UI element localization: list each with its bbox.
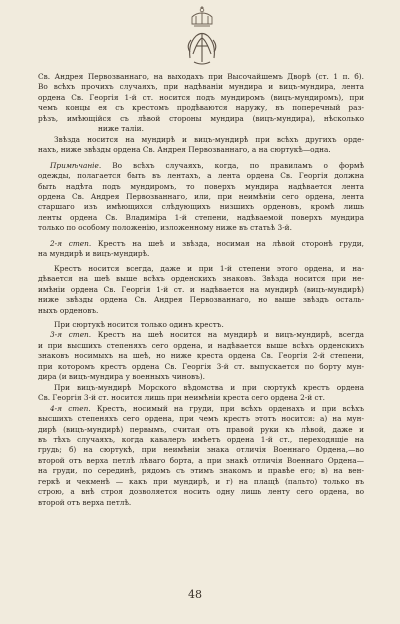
text-line: въ тѣхъ случаяхъ, когда кавалеръ имѣетъ ордена 1-й ст., переходящіе на (38, 434, 364, 444)
text-line: дирѣ (вицъ-мундирѣ) первымъ, считая отъ правой руки къ лѣвой, даже и (38, 424, 364, 434)
text-line: При сюртукѣ носится только одинъ крестъ. (54, 319, 224, 329)
body-text (38, 72, 364, 508)
section-first-line: 4-я степ. Крестъ, носимый на груди, при всѣхъ орденахъ и при всѣхъ (50, 403, 364, 413)
text-line: на мундирѣ и вицъ-мундирѣ. (38, 249, 150, 259)
text-line: высшихъ степеняхъ сего ордена, при чемъ крестъ этотъ носится: а) на мун- (38, 414, 364, 424)
text-line: строю, а внѣ строя дозволяется носить одну лишь ленту сего ордена, во (38, 487, 364, 497)
text-line: Св. Андрея Первозваннаго, на выходахъ при Высочайшемъ Дворѣ (ст. 1 п. б). (38, 72, 364, 81)
section-label-3: 3-я степ. (50, 330, 92, 340)
text-line: и при высшихъ степеняхъ сего ордена, и надѣвается выше всѣхъ орденскихъ (38, 340, 364, 350)
note-label: Примѣчаніе. (50, 160, 102, 170)
text-line: одежды, полагается быть въ лентахъ, а лента ордена Св. Георгія должна (38, 171, 364, 181)
text-line: дѣвается на шеѣ выше всѣхъ орденскихъ знаковъ. Звѣзда носится при не- (38, 274, 364, 284)
text-line: второй отъ верха петлѣ. (38, 497, 132, 507)
text-line: имѣніи ордена Св. Георгія 1-й ст. и надѣвается на мундирѣ (вицъ-мундирѣ) (38, 284, 364, 294)
text-line: геркѣ и чекменѣ — какъ при мундирѣ, и г) на плащѣ (пальто) только въ (38, 476, 364, 486)
section-label-2: 2-я степ. (50, 238, 92, 248)
text-line: знаковъ носимыхъ на шеѣ, но ниже креста ордена Св. Георгія 2-й степени, (38, 351, 364, 361)
text-line: старшаго изъ имѣющихся слѣдующихъ низшихъ орденовъ, кромѣ лишь (38, 202, 364, 212)
text-line: ордена Св. Андрея Первозваннаго, или, при неимѣніи сего ордена, лента (38, 191, 364, 201)
section-first-line: 3-я степ. Крестъ на шеѣ носится на мундирѣ и вицъ-мундирѣ, всегда (50, 330, 364, 340)
section-first-line: 2-я степ. Крестъ на шеѣ и звѣзда, носимая на лѣвой сторонѣ груди, (50, 238, 364, 248)
text-line: Во всѣхъ прочихъ случаяхъ, при надѣваніи мундира и вицъ-мундира, лента (38, 82, 364, 92)
text-line: ордена Св. Георгія 1-й ст. носится подъ мундиромъ (вицъ-мундиромъ), при (38, 92, 364, 102)
note-first-line: Примѣчаніе. Во всѣхъ случаяхъ, когда, по правиламъ о формѣ (50, 160, 364, 170)
text-line: Крестъ носится всегда, даже и при 1-й степени этого ордена, и на- (54, 263, 364, 273)
text-line: чемъ концы ея съ крестомъ продѣваются наружу, въ поперечный раз- (38, 103, 364, 113)
text-line: При вицъ-мундирѣ Морского вѣдомства и при сюртукѣ крестъ ордена (54, 382, 364, 392)
text-line: при которомъ крестъ ордена Св. Георгія 3-й ст. выпускается по борту мун- (38, 361, 364, 371)
text-line: второй отъ верха петлѣ лѣваго борта, а при знакѣ отличія Военнаго Ордена— (38, 455, 364, 465)
page-number: 48 (188, 588, 202, 601)
text-line: ниже звѣзды ордена Св. Андрея Первозваннаго, но выше звѣздъ осталь- (38, 295, 364, 305)
text-line: только по особому положенію, изложенному ниже въ статьѣ 3-й. (38, 223, 292, 233)
text-line: быть надѣта подъ мундиромъ, то поверхъ мундира надѣвается лента (38, 181, 364, 191)
text-line: Звѣзда носится на мундирѣ и вицъ-мундирѣ при всѣхъ другихъ орде- (54, 134, 364, 144)
text-line: рѣзъ, имѣющійся съ лѣвой стороны мундира (вицъ-мундира), нѣсколько (38, 113, 364, 123)
text-line: на груди, по серединѣ, рядомъ съ этимъ знакомъ и правѣе его; в) на вен- (38, 466, 364, 476)
text-line: нахъ, ниже звѣзды ордена Св. Андрея Первозваннаго, а на сюртукѣ—одна. (38, 145, 331, 155)
text-line: грудь; б) на сюртукѣ, при неимѣніи знака отличія Военнаго Ордена,—во (38, 445, 364, 455)
text-line: ныхъ орденовъ. (38, 305, 99, 315)
text-line: Св. Георгія 3-й ст. носится лишь при неимѣніи креста сего ордена 2-й ст. (38, 393, 325, 403)
text-line: ниже таліи. (98, 124, 144, 134)
text-line: ленты ордена Св. Владиміра 1-й степени, надѣваемой поверхъ мундира (38, 212, 364, 222)
crowned-monogram-icon (182, 4, 222, 68)
text-line: дира (и вицъ-мундира у военныхъ чиновъ). (38, 372, 205, 382)
section-label-4: 4-я степ. (50, 403, 91, 413)
